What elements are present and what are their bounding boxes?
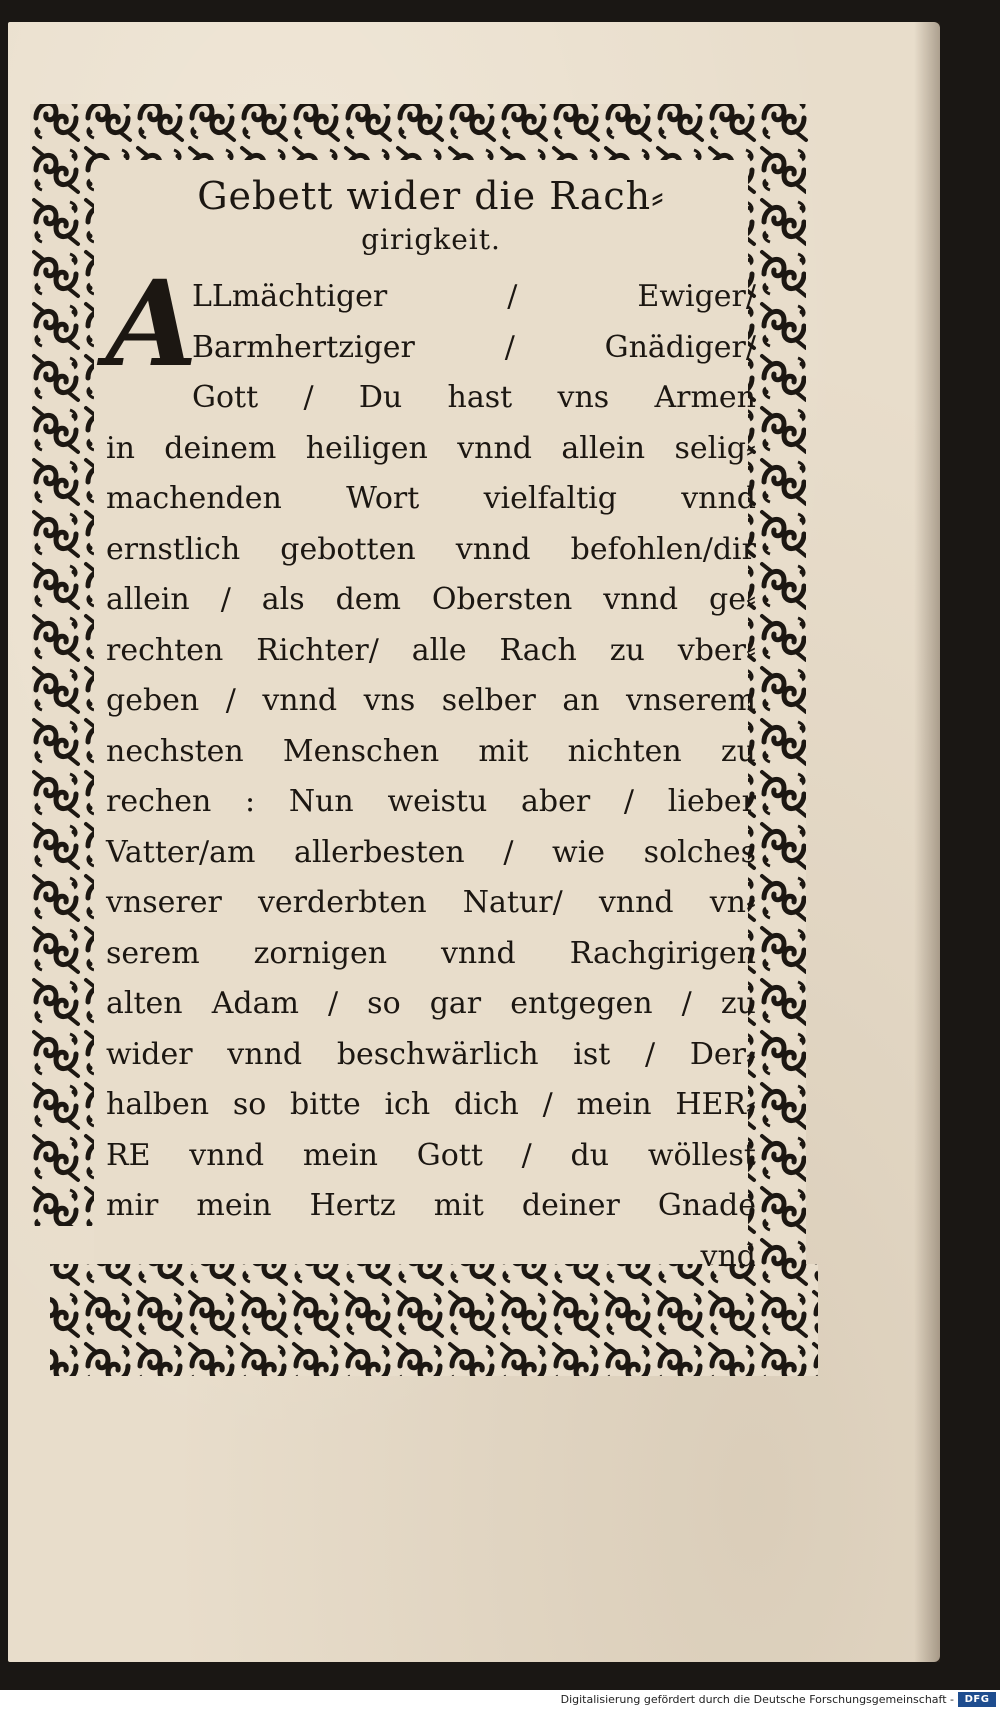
text-line: mir mein Hertz mit deiner Gnade — [106, 1188, 756, 1223]
text-line: serem zornigen vnnd Rachgirigen — [106, 935, 756, 971]
text-line: Barmhertziger / Gnädiger/ — [192, 329, 756, 365]
text-line: LLmächtiger / Ewiger/ — [192, 279, 756, 314]
text-line: in deinem heiligen vnnd allein selig⸗ — [106, 430, 756, 466]
book-page — [8, 22, 940, 1662]
funding-credit: Digitalisierung gefördert durch die Deutsche Forschungsgemeinschaft - — [560, 1693, 954, 1706]
text-line: halben so bitte ich dich / mein HER⸗ — [106, 1087, 756, 1122]
prayer-title — [106, 172, 756, 260]
text-line: machenden Wort vielfaltig vnnd — [106, 481, 756, 516]
title-line-1: Gebett wider die Rach⸗ — [197, 174, 665, 218]
text-line: rechen : Nun weistu aber / lieber — [106, 784, 756, 819]
text-line: nechsten Menschen mit nichten zu — [106, 733, 756, 769]
text-line: RE vnnd mein Gott / du wöllest — [106, 1137, 756, 1173]
page-edge-shadow — [914, 22, 940, 1662]
text-line: allein / als dem Obersten vnnd ge⸗ — [106, 582, 756, 617]
text-line: geben / vnnd vns selber an vnserem — [106, 683, 756, 718]
text-line: rechten Richter/ alle Rach zu vber⸗ — [106, 632, 756, 668]
prayer-body — [106, 254, 756, 1282]
dfg-logo-icon: DFG — [958, 1692, 996, 1707]
catchword: vnd — [700, 1238, 756, 1274]
digitization-footer — [0, 1690, 1000, 1710]
text-line: ernstlich gebotten vnnd befohlen/dir — [106, 531, 756, 567]
text-line: alten Adam / so gar entgegen / zu — [106, 986, 756, 1021]
text-line: vnserer verderbten Natur/ vnnd vn⸗ — [106, 885, 756, 920]
decorated-initial: A — [106, 254, 198, 393]
text-line: wider vnnd beschwärlich ist / Der⸗ — [106, 1036, 756, 1072]
text-line: Vatter/am allerbesten / wie solches — [106, 834, 756, 870]
title-line-2: girigkeit. — [361, 223, 501, 256]
text-line: Gott / Du hast vns Armen — [192, 380, 756, 415]
prayer-text-block — [106, 172, 756, 1282]
